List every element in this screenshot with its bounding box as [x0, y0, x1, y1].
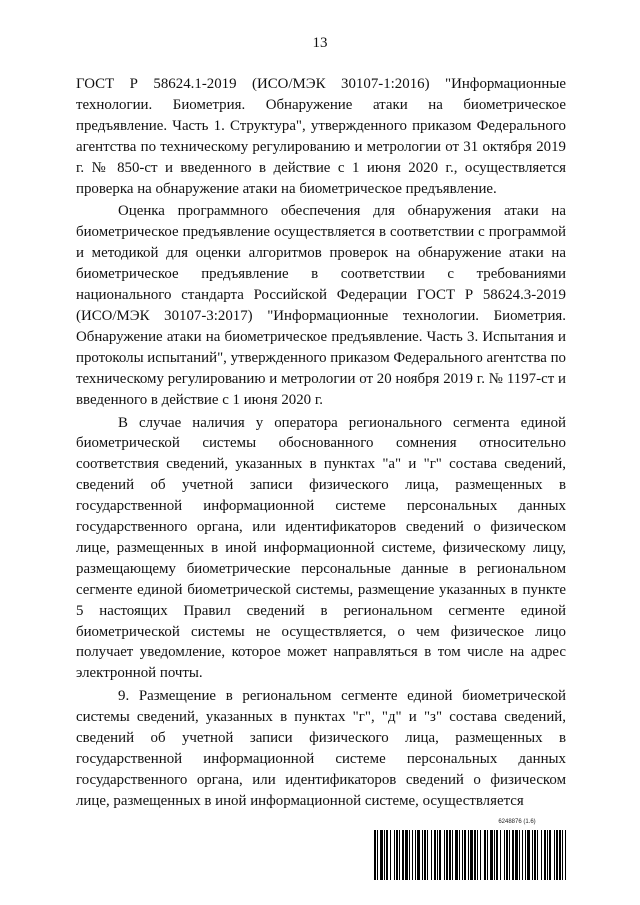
barcode-bar: [434, 830, 436, 880]
barcode-bar: [496, 830, 498, 880]
barcode-bar: [487, 830, 488, 880]
barcode-bar: [565, 830, 566, 880]
barcode-bar: [519, 830, 520, 880]
barcode-bar: [459, 830, 460, 880]
barcode-bar: [559, 830, 561, 880]
barcode-bar: [446, 830, 448, 880]
paragraph-gost-part-1: ГОСТ Р 58624.1-2019 (ИСО/МЭК 30107-1:2016) "Информационные технологии. Биометрия. Обнаружение атаки на биометрическое предъявление. Часть 1. Структура", утвержденного приказом Федерального агентства по техническому регулированию и метрологии от 31 октября 2019 г. № 850-ст и введенного в действие с 1 июня 2020 г., осуществляется проверка на обнаружение атаки на биометрическое предъявление.: [76, 76, 566, 197]
barcode-bar: [390, 830, 391, 880]
barcode-bar: [532, 830, 533, 880]
barcode-bar: [422, 830, 423, 880]
barcode-bar: [462, 830, 463, 880]
barcode-bar: [399, 830, 400, 880]
barcode-bar: [544, 830, 546, 880]
barcode-bar: [412, 830, 413, 880]
barcode-bar: [484, 830, 486, 880]
barcode-bar: [512, 830, 514, 880]
barcode-bar: [554, 830, 555, 880]
barcode-bar: [384, 830, 385, 880]
barcode-bar: [464, 830, 466, 880]
barcode-bar: [417, 830, 420, 880]
barcode-bar: [525, 830, 526, 880]
barcode-bar: [490, 830, 493, 880]
document-barcode: [374, 818, 574, 880]
barcode-bar: [444, 830, 445, 880]
barcode-bar: [515, 830, 518, 880]
barcode-bar: [468, 830, 469, 880]
barcode-bar: [396, 830, 398, 880]
barcode-bar: [452, 830, 453, 880]
barcode-bar: [439, 830, 441, 880]
barcode-bar: [424, 830, 426, 880]
barcode-bar: [504, 830, 505, 880]
barcode-bar: [480, 830, 481, 880]
barcode-bar: [405, 830, 408, 880]
barcode-bar: [427, 830, 428, 880]
barcode-bar: [415, 830, 416, 880]
barcode-bar: [386, 830, 388, 880]
barcode-bar: [477, 830, 478, 880]
barcode-bar: [500, 830, 501, 880]
barcode-bar: [549, 830, 551, 880]
barcode-bar: [380, 830, 383, 880]
barcode-bar: [394, 830, 395, 880]
barcode-bar: [556, 830, 558, 880]
barcode-bar: [494, 830, 495, 880]
barcode-bar: [449, 830, 451, 880]
barcode-bar: [534, 830, 536, 880]
barcode-bar: [509, 830, 510, 880]
barcode-bar: [547, 830, 548, 880]
barcode-bar: [374, 830, 376, 880]
barcode-bar: [431, 830, 432, 880]
barcode-image: [374, 830, 566, 880]
document-body: [76, 74, 566, 814]
paragraph-reasonable-doubt: В случае наличия у оператора регионального сегмента единой биометрической системы обоснованного сомнения относительно соответствия сведений, указанных в пунктах "а" и "г" состава сведений, сведений об учетной записи физического лица, размещенных в государственной информационной системе персональных данных государственного органа, или идентификаторов сведений о физическом лице, размещенных в иной информационной системе, физическому лицу, размещающему биометрические персональные данные в региональном сегменте единой биометрической системы, размещение указанных в пункте 5 настоящих Правил сведений в региональном сегменте единой биометрической системы не осуществляется, о чем физическое лицо получает уведомление, которое может направляться в том числе на адрес электронной почты.: [76, 414, 566, 682]
page-number: 13: [312, 35, 328, 51]
paragraph-software-evaluation: Оценка программного обеспечения для обнаружения атаки на биометрическое предъявление осуществляется в соответствии с программой и методикой для оценки алгоритмов проверок на обнаружение атаки на биометрическое предъявление в соответствии с требованиями национального стандарта Российской Федерации ГОСТ Р 58624.3-2019 (ИСО/МЭК 30107-3:2017) "Информационные технологии. Биометрия. Обнаружение атаки на биометрическое предъявление. Часть 3. Испытания и протоколы испытаний", утвержденного приказом Федерального агентства по техническому регулированию и метрологии от 20 ноября 2019 г. № 1197-ст и введенного в действие с 1 июня 2020 г.: [76, 203, 566, 408]
barcode-bar: [522, 830, 523, 880]
barcode-bar: [537, 830, 538, 880]
barcode-bar: [474, 830, 476, 880]
barcode-bar: [409, 830, 410, 880]
barcode-bar: [562, 830, 563, 880]
barcode-bar: [402, 830, 404, 880]
barcode-caption: 6248876 (1.6): [498, 819, 536, 825]
barcode-bar: [541, 830, 542, 880]
barcode-bar: [506, 830, 508, 880]
barcode-bar: [470, 830, 473, 880]
paragraph-item-9: 9. Размещение в региональном сегменте единой биометрической системы сведений, указанных в пунктах "г", "д" и "з" состава сведений, сведений об учетной записи физического лица, размещенных в государственной информационной системе персональных данных государственного органа, или идентификаторов сведений о физическом лице, размещенных в иной информационной системе, осуществляется: [76, 688, 566, 809]
barcode-bar: [377, 830, 378, 880]
barcode-bar: [437, 830, 438, 880]
barcode-bar: [455, 830, 458, 880]
barcode-bar: [527, 830, 530, 880]
